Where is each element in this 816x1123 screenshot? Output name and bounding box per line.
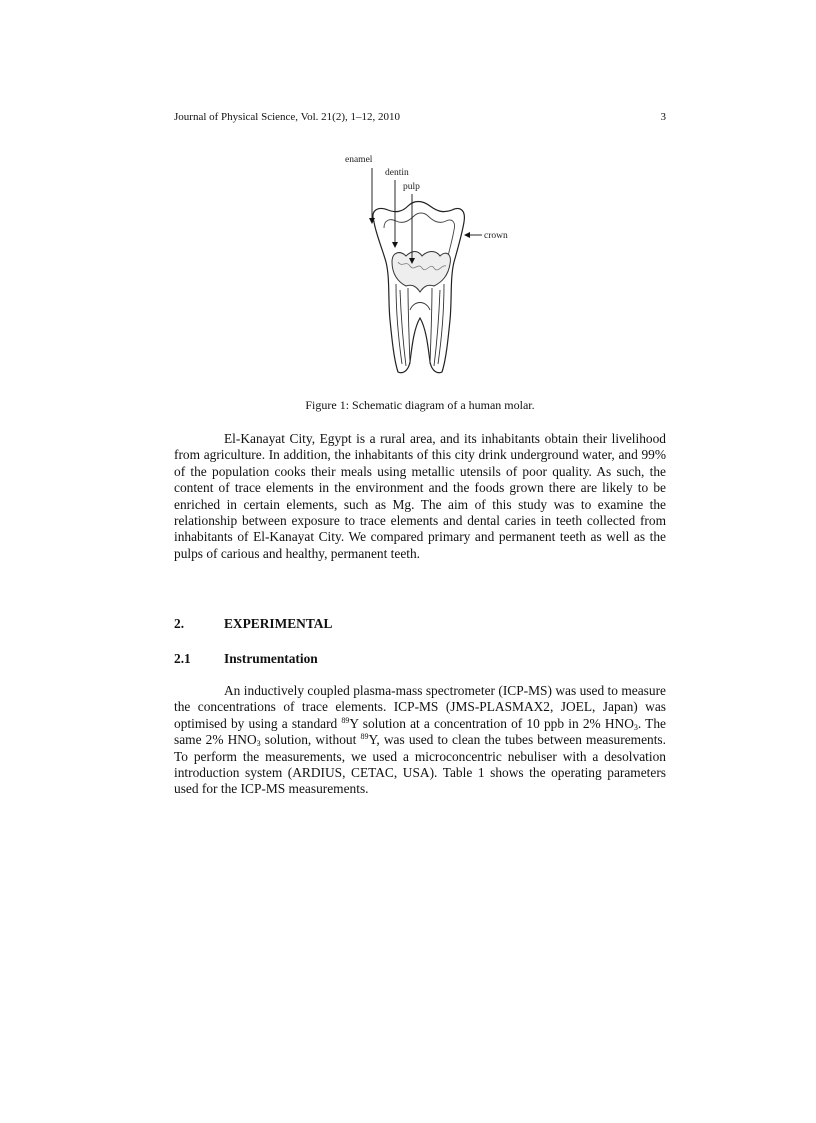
hno3-subscript-1: 3 (633, 722, 638, 732)
molar-diagram (330, 150, 530, 380)
label-enamel: enamel (345, 155, 373, 165)
running-header (174, 111, 666, 123)
molar-figure (330, 150, 530, 380)
section-heading (174, 616, 332, 632)
root-canal-right (430, 284, 444, 366)
para2-text-3: . The same 2% HNO (174, 715, 666, 748)
page-number: 3 (660, 111, 666, 123)
dentin-arrowhead (392, 242, 398, 248)
section-number: 2. (174, 616, 185, 631)
label-crown: crown (484, 231, 508, 241)
subsection-number: 2.1 (174, 651, 191, 666)
label-pulp: pulp (403, 182, 420, 192)
subsection-title: Instrumentation (224, 651, 318, 666)
para2-text-5: Y, was used to clean the tubes between measurements. To perform the measurements, we used a microconcentric nebuliser with a desolvation introduction system (ARDIUS, CETAC, USA). Table 1 shows the operating parameters used for the ICP-MS measurements. (174, 732, 666, 797)
crown-arrowhead (464, 232, 470, 238)
pulp-chamber (392, 252, 450, 293)
figure-caption: Figure 1: Schematic diagram of a human molar. (305, 398, 535, 412)
label-dentin: dentin (385, 168, 409, 178)
isotope-superscript-2: 89 (360, 732, 369, 742)
subsection-heading (174, 651, 318, 667)
isotope-superscript-1: 89 (341, 715, 350, 725)
paragraph-instrumentation (174, 683, 666, 798)
journal-citation: Journal of Physical Science, Vol. 21(2), 1–12, 2010 (174, 111, 400, 123)
para2-text-2: Y solution at a concentration of 10 ppb in 2% HNO (349, 715, 634, 731)
paragraph-intro: El-Kanayat City, Egypt is a rural area, and its inhabitants obtain their livelihood from agriculture. In addition, the inhabitants of this city drink underground water, and 99% of the population cooks their meals using metallic utensils of poor quality. As such, the content of trace elements in the environment and the foods grown there are likely to be enriched in certain elements, such as Mg. The aim of this study was to examine the relationship between exposure to trace elements and dental caries in teeth collected from inhabitants of El-Kanayat City. We compared primary and permanent teeth as well as the pulps of carious and healthy, permanent teeth. (174, 431, 666, 561)
hno3-subscript-2: 3 (256, 739, 261, 749)
para2-text-1: An inductively coupled plasma-mass spectrometer (ICP-MS) was used to measure the concentrations of trace elements. ICP-MS (JMS-PLASMAX2, JOEL, Japan) was optimised by using a standard (174, 683, 666, 731)
root-canal-left (396, 284, 410, 366)
para2-text-4: solution, without (260, 732, 361, 748)
root-furcation (410, 303, 430, 311)
section-title: EXPERIMENTAL (224, 616, 333, 631)
